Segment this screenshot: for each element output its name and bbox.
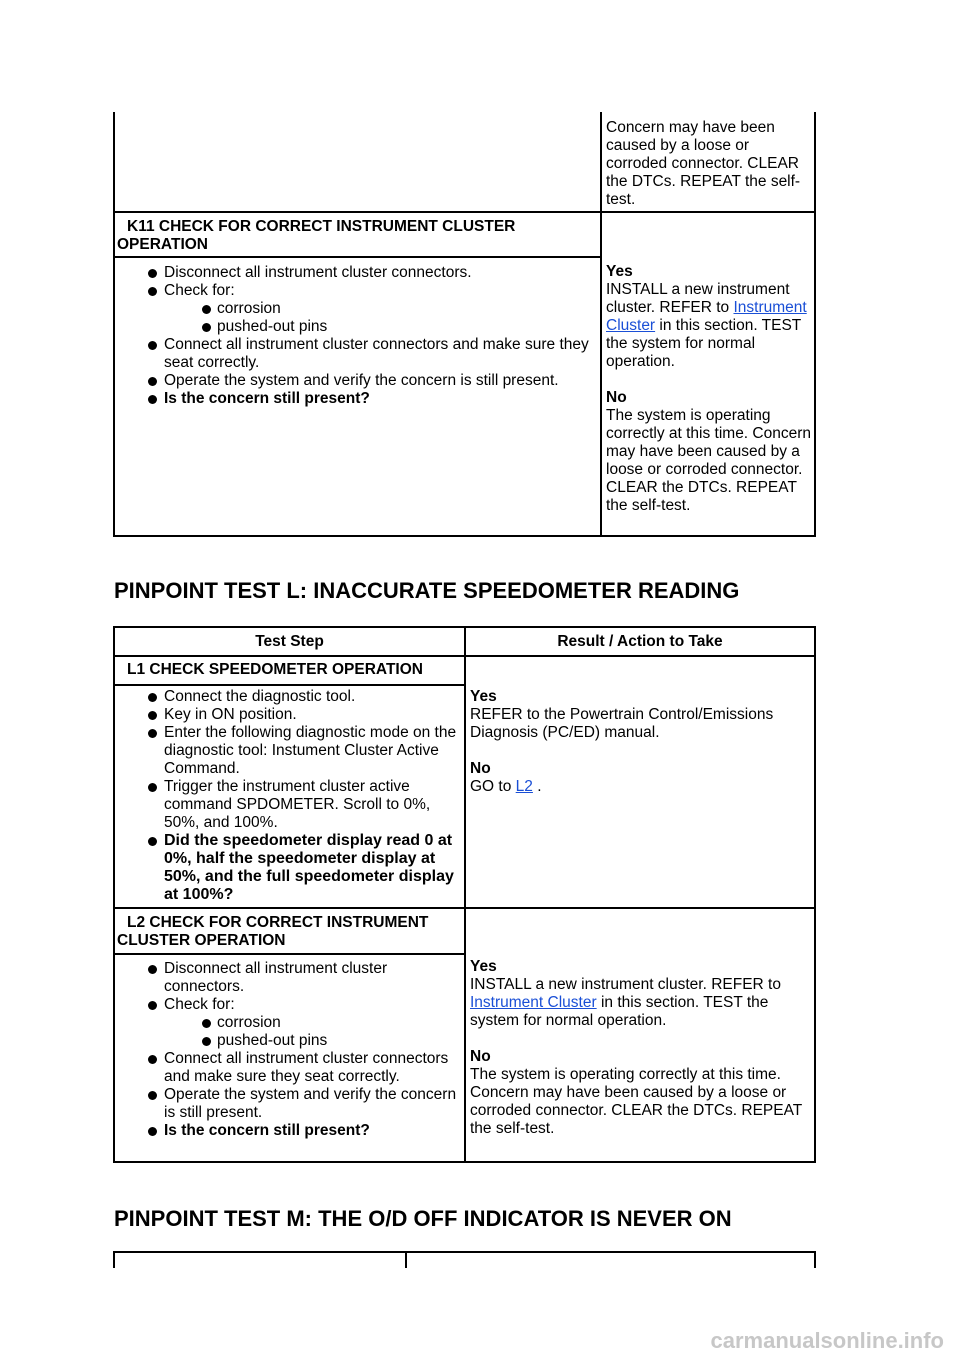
bullet-icon xyxy=(148,287,157,296)
bullet-icon xyxy=(148,1055,157,1064)
list-item: Check for: xyxy=(116,996,462,1014)
table-l-header-divider xyxy=(113,655,816,657)
l1-step-title: L1 CHECK SPEEDOMETER OPERATION xyxy=(127,661,423,678)
l1-row-divider xyxy=(113,907,816,909)
l2-no-text: The system is operating correctly at this time. Concern may have been caused by a loose or corroded connector. CLEAR the DTCs. REPEAT the self-test. xyxy=(470,1066,802,1137)
list-item: Enter the following diagnostic mode on the diagnostic tool: Instument Cluster Active Command. xyxy=(116,724,462,778)
bullet-icon xyxy=(148,395,157,404)
k-previous-result-text: Concern may have been caused by a loose or corroded connector. CLEAR the DTCs. REPEAT the self-test. xyxy=(606,119,801,208)
l2-yes-text: INSTALL a new instrument cluster. REFER to Instrument Cluster in this section. TEST the system for normal operation. xyxy=(470,976,781,1029)
instrument-cluster-link[interactable]: Instrument Cluster xyxy=(606,299,807,334)
list-item: Disconnect all instrument cluster connectors. xyxy=(116,960,462,996)
table-m-top-border xyxy=(113,1251,816,1253)
bullet-icon xyxy=(148,377,157,386)
bullet-icon xyxy=(148,729,157,738)
k11-yes-label: Yes xyxy=(606,263,633,280)
l1-no-text: GO to L2 . xyxy=(470,778,542,795)
l2-no-label: No xyxy=(470,1048,491,1065)
list-item: Operate the system and verify the concern is still present. xyxy=(116,372,592,390)
table-k-title-divider xyxy=(113,256,602,258)
k11-step-title: K11 CHECK FOR CORRECT INSTRUMENT CLUSTER OPERATION xyxy=(117,218,516,253)
list-item: Connect all instrument cluster connectors and make sure they seat correctly. xyxy=(116,1050,462,1086)
bullet-icon xyxy=(148,783,157,792)
list-item: Connect all instrument cluster connectors and make sure they seat correctly. xyxy=(116,336,592,372)
table-k-left-border xyxy=(113,112,115,537)
list-item-question: Is the concern still present? xyxy=(116,1122,462,1140)
table-k-column-divider xyxy=(600,112,602,537)
table-m-right-border xyxy=(814,1251,816,1268)
list-item-question: Is the concern still present? xyxy=(116,390,592,408)
bullet-icon xyxy=(148,1001,157,1010)
list-item: Connect the diagnostic tool. xyxy=(116,688,462,706)
list-item: corrosion xyxy=(116,300,592,318)
list-item: Trigger the instrument cluster active command SPDOMETER. Scroll to 0%, 50%, and 100%. xyxy=(116,778,462,832)
bullet-icon xyxy=(148,837,157,846)
list-item: pushed-out pins xyxy=(116,1032,462,1050)
l2-step-title: L2 CHECK FOR CORRECT INSTRUMENT CLUSTER OPERATION xyxy=(117,914,429,949)
k11-step-list xyxy=(116,264,592,408)
list-item: Key in ON position. xyxy=(116,706,462,724)
l2-title-divider xyxy=(113,953,466,955)
watermark: carmanualsonline.info xyxy=(710,1328,944,1353)
l2-link[interactable]: L2 xyxy=(515,778,533,795)
bullet-icon xyxy=(202,1037,211,1046)
k11-no-label: No xyxy=(606,389,627,406)
table-m-left-border xyxy=(113,1251,115,1268)
l1-no-label: No xyxy=(470,760,491,777)
k11-yes-text: INSTALL a new instrument cluster. REFER to Instrument Cluster in this section. TEST the system for normal operation. xyxy=(606,281,807,370)
column-header-test-step: Test Step xyxy=(255,633,324,650)
column-header-result: Result / Action to Take xyxy=(557,633,723,650)
l1-yes-text: REFER to the Powertrain Control/Emissions Diagnosis (PC/ED) manual. xyxy=(470,706,774,741)
table-k-bottom-border xyxy=(113,535,816,537)
bullet-icon xyxy=(202,1019,211,1028)
bullet-icon xyxy=(202,323,211,332)
l2-step-list xyxy=(116,960,462,1140)
bullet-icon xyxy=(148,965,157,974)
l2-yes-label: Yes xyxy=(470,958,497,975)
list-item: Operate the system and verify the concern is still present. xyxy=(116,1086,462,1122)
table-k-row-divider xyxy=(113,211,816,213)
list-item: corrosion xyxy=(116,1014,462,1032)
section-m-heading: PINPOINT TEST M: THE O/D OFF INDICATOR IS NEVER ON xyxy=(114,1206,732,1231)
bullet-icon xyxy=(148,1127,157,1136)
k11-no-text: The system is operating correctly at this time. Concern may have been caused by a loose or corroded connector. CLEAR the DTCs. REPEAT the self-test. xyxy=(606,407,812,514)
table-k-right-border xyxy=(814,112,816,537)
bullet-icon xyxy=(148,1091,157,1100)
bullet-icon xyxy=(148,711,157,720)
list-item: Disconnect all instrument cluster connectors. xyxy=(116,264,592,282)
l1-step-list xyxy=(116,688,462,904)
l2-result-cell xyxy=(470,958,810,1138)
section-l-heading: PINPOINT TEST L: INACCURATE SPEEDOMETER READING xyxy=(114,578,740,603)
bullet-icon xyxy=(148,269,157,278)
list-item: Check for: xyxy=(116,282,592,300)
bullet-icon xyxy=(148,693,157,702)
table-m-column-divider xyxy=(405,1251,407,1268)
instrument-cluster-link[interactable]: Instrument Cluster xyxy=(470,994,597,1011)
k11-result-cell xyxy=(606,263,812,515)
l1-result-cell xyxy=(470,688,810,796)
bullet-icon xyxy=(148,341,157,350)
table-l-column-divider xyxy=(464,626,466,1163)
list-item: pushed-out pins xyxy=(116,318,592,336)
l1-title-divider xyxy=(113,684,466,686)
l1-yes-label: Yes xyxy=(470,688,497,705)
list-item-question: Did the speedometer display read 0 at 0%, half the speedometer display at 50%, and the full speedometer display at 100%? xyxy=(116,832,462,904)
bullet-icon xyxy=(202,305,211,314)
